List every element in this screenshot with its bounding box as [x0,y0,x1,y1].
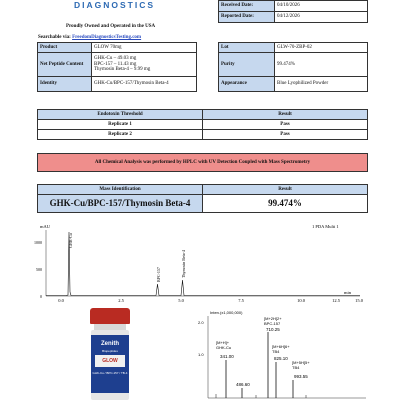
endotoxin-table [37,109,368,140]
table-row [38,120,368,130]
chrom-x-unit: min [344,290,352,295]
chrom-y-unit: mAU [40,224,50,229]
chrom-y-tick: 500 [36,267,42,272]
purity-label: Purity [219,53,275,77]
mass-spectrum-svg [196,310,368,400]
purity-value: 99.474% [275,53,368,77]
ms-annotation: [M+2H]2+ [264,316,282,321]
product-label: Product [38,43,92,53]
ms-y-tick: 1.0 [198,352,204,357]
chrom-y-tick: 0 [40,294,42,299]
reported-date-value: 04/12/2026 [275,12,368,23]
chrom-x-tick: 7.5 [238,298,244,303]
net-peptide-value [92,53,197,77]
reported-date-label: Reported Date: [219,12,275,23]
peak-label-bpc-157: BPC-157 [156,267,161,282]
endotoxin-result-header: Result [203,110,368,120]
vial-photo [88,308,132,400]
chromatogram-svg [34,222,368,304]
mass-id-value: GHK-Cu/BPC-157/Thymosin Beta-4 [38,195,203,213]
mass-identification-table [37,184,368,213]
replicate-result: Pass [203,120,368,130]
endotoxin-header: Endotoxin Threshold [38,110,203,120]
received-date-label: Received Date: [219,1,275,12]
mass-spectrum [196,310,368,400]
ms-mz: 486.60 [236,382,250,387]
searchable-label: Searchable via: [38,35,71,40]
chrom-x-tick: 12.5 [332,298,340,303]
table-row [38,130,368,140]
net-peptide-line-2: BPC-157 – 11.43 mg [94,61,137,67]
company-logo [74,0,164,12]
chrom-y-tick: 1000 [34,240,42,245]
vial-cap [90,308,130,324]
ms-y-tick: 2.0 [198,320,204,325]
replicate-name: Replicate 2 [38,130,203,140]
lot-label: Lot [219,43,275,53]
net-peptide-line-3: Thymosin Beta-4 – 9.99 mg [94,67,151,73]
vial-dose: GHK-Cu / BPC-157 / TB-4 [92,371,128,375]
received-date-value: 04/10/2026 [275,1,368,12]
replicate-result: Pass [203,130,368,140]
ms-mz: 993.55 [294,374,308,379]
appearance-value: Blue Lyophilized Powder [275,77,368,92]
chrom-x-tick: 10.0 [297,298,305,303]
ms-mz: 341.00 [220,354,234,359]
ms-mz: 710.25 [266,327,280,332]
chrom-x-tick: 5.0 [178,298,184,303]
lot-value: GLW-70-ZBP-02 [275,43,368,53]
vial-brand: Zenith [101,341,119,347]
chrom-x-tick: 0.0 [58,298,64,303]
product-info-table [37,42,197,92]
searchable-link[interactable]: FreedomDiagnosticsTesting.com [72,35,142,40]
ms-annotation: TB4 [272,349,280,354]
ms-mz: 825.10 [274,356,288,361]
vial-label [91,335,129,393]
ms-y-label: Inten.(x1,000,000) [210,310,243,315]
identity-value: GHK-Cu/BPC-157/Thymosin Beta-4 [92,77,197,92]
hplc-chromatogram [34,222,368,304]
dates-table [218,0,368,23]
peak-label-thymosin: Thymosin Beta-4 [181,250,186,278]
ms-annotation: [M+6H]6+ [272,344,290,349]
vial-product: GLOW [95,355,125,367]
mass-id-header: Mass Identification [38,185,203,195]
mass-result-header: Result [203,185,368,195]
appearance-label: Appearance [219,77,275,92]
searchable-line [38,35,141,40]
chrom-x-tick: 2.5 [118,298,124,303]
ms-annotation: TB4 [292,365,300,370]
chrom-legend: 1 PDA Multi 1 [312,224,339,229]
chrom-trace [46,232,360,296]
chrom-x-tick: 15.0 [355,298,363,303]
lot-info-table [218,42,368,92]
ms-annotation: BPC-157 [264,321,281,326]
vial-sub: Biopeptides [102,349,118,353]
peak-label-ghk-cu: GHK-Cu [68,233,73,248]
tagline: Proudly Owned and Operated in the USA [66,24,156,29]
net-peptide-line-1: GHK-Cu – 49.03 mg [94,55,137,61]
product-value: GLOW 70mg [92,43,197,53]
replicate-name: Replicate 1 [38,120,203,130]
ms-annotation: [M+5H]5+ [292,360,310,365]
ms-annotation: [M+H]+ [216,340,230,345]
ms-annotation: GHK-Cu [216,345,232,350]
net-peptide-label: Net Peptide Content [38,53,92,77]
identity-label: Identity [38,77,92,92]
mass-result-value: 99.474% [203,195,368,213]
logo-text: DIAGNOSTICS [74,0,156,10]
analysis-method-banner: All Chemical Analysis was performed by HPLC with UV Detection Coupled with Mass Spectrometry [37,153,368,172]
